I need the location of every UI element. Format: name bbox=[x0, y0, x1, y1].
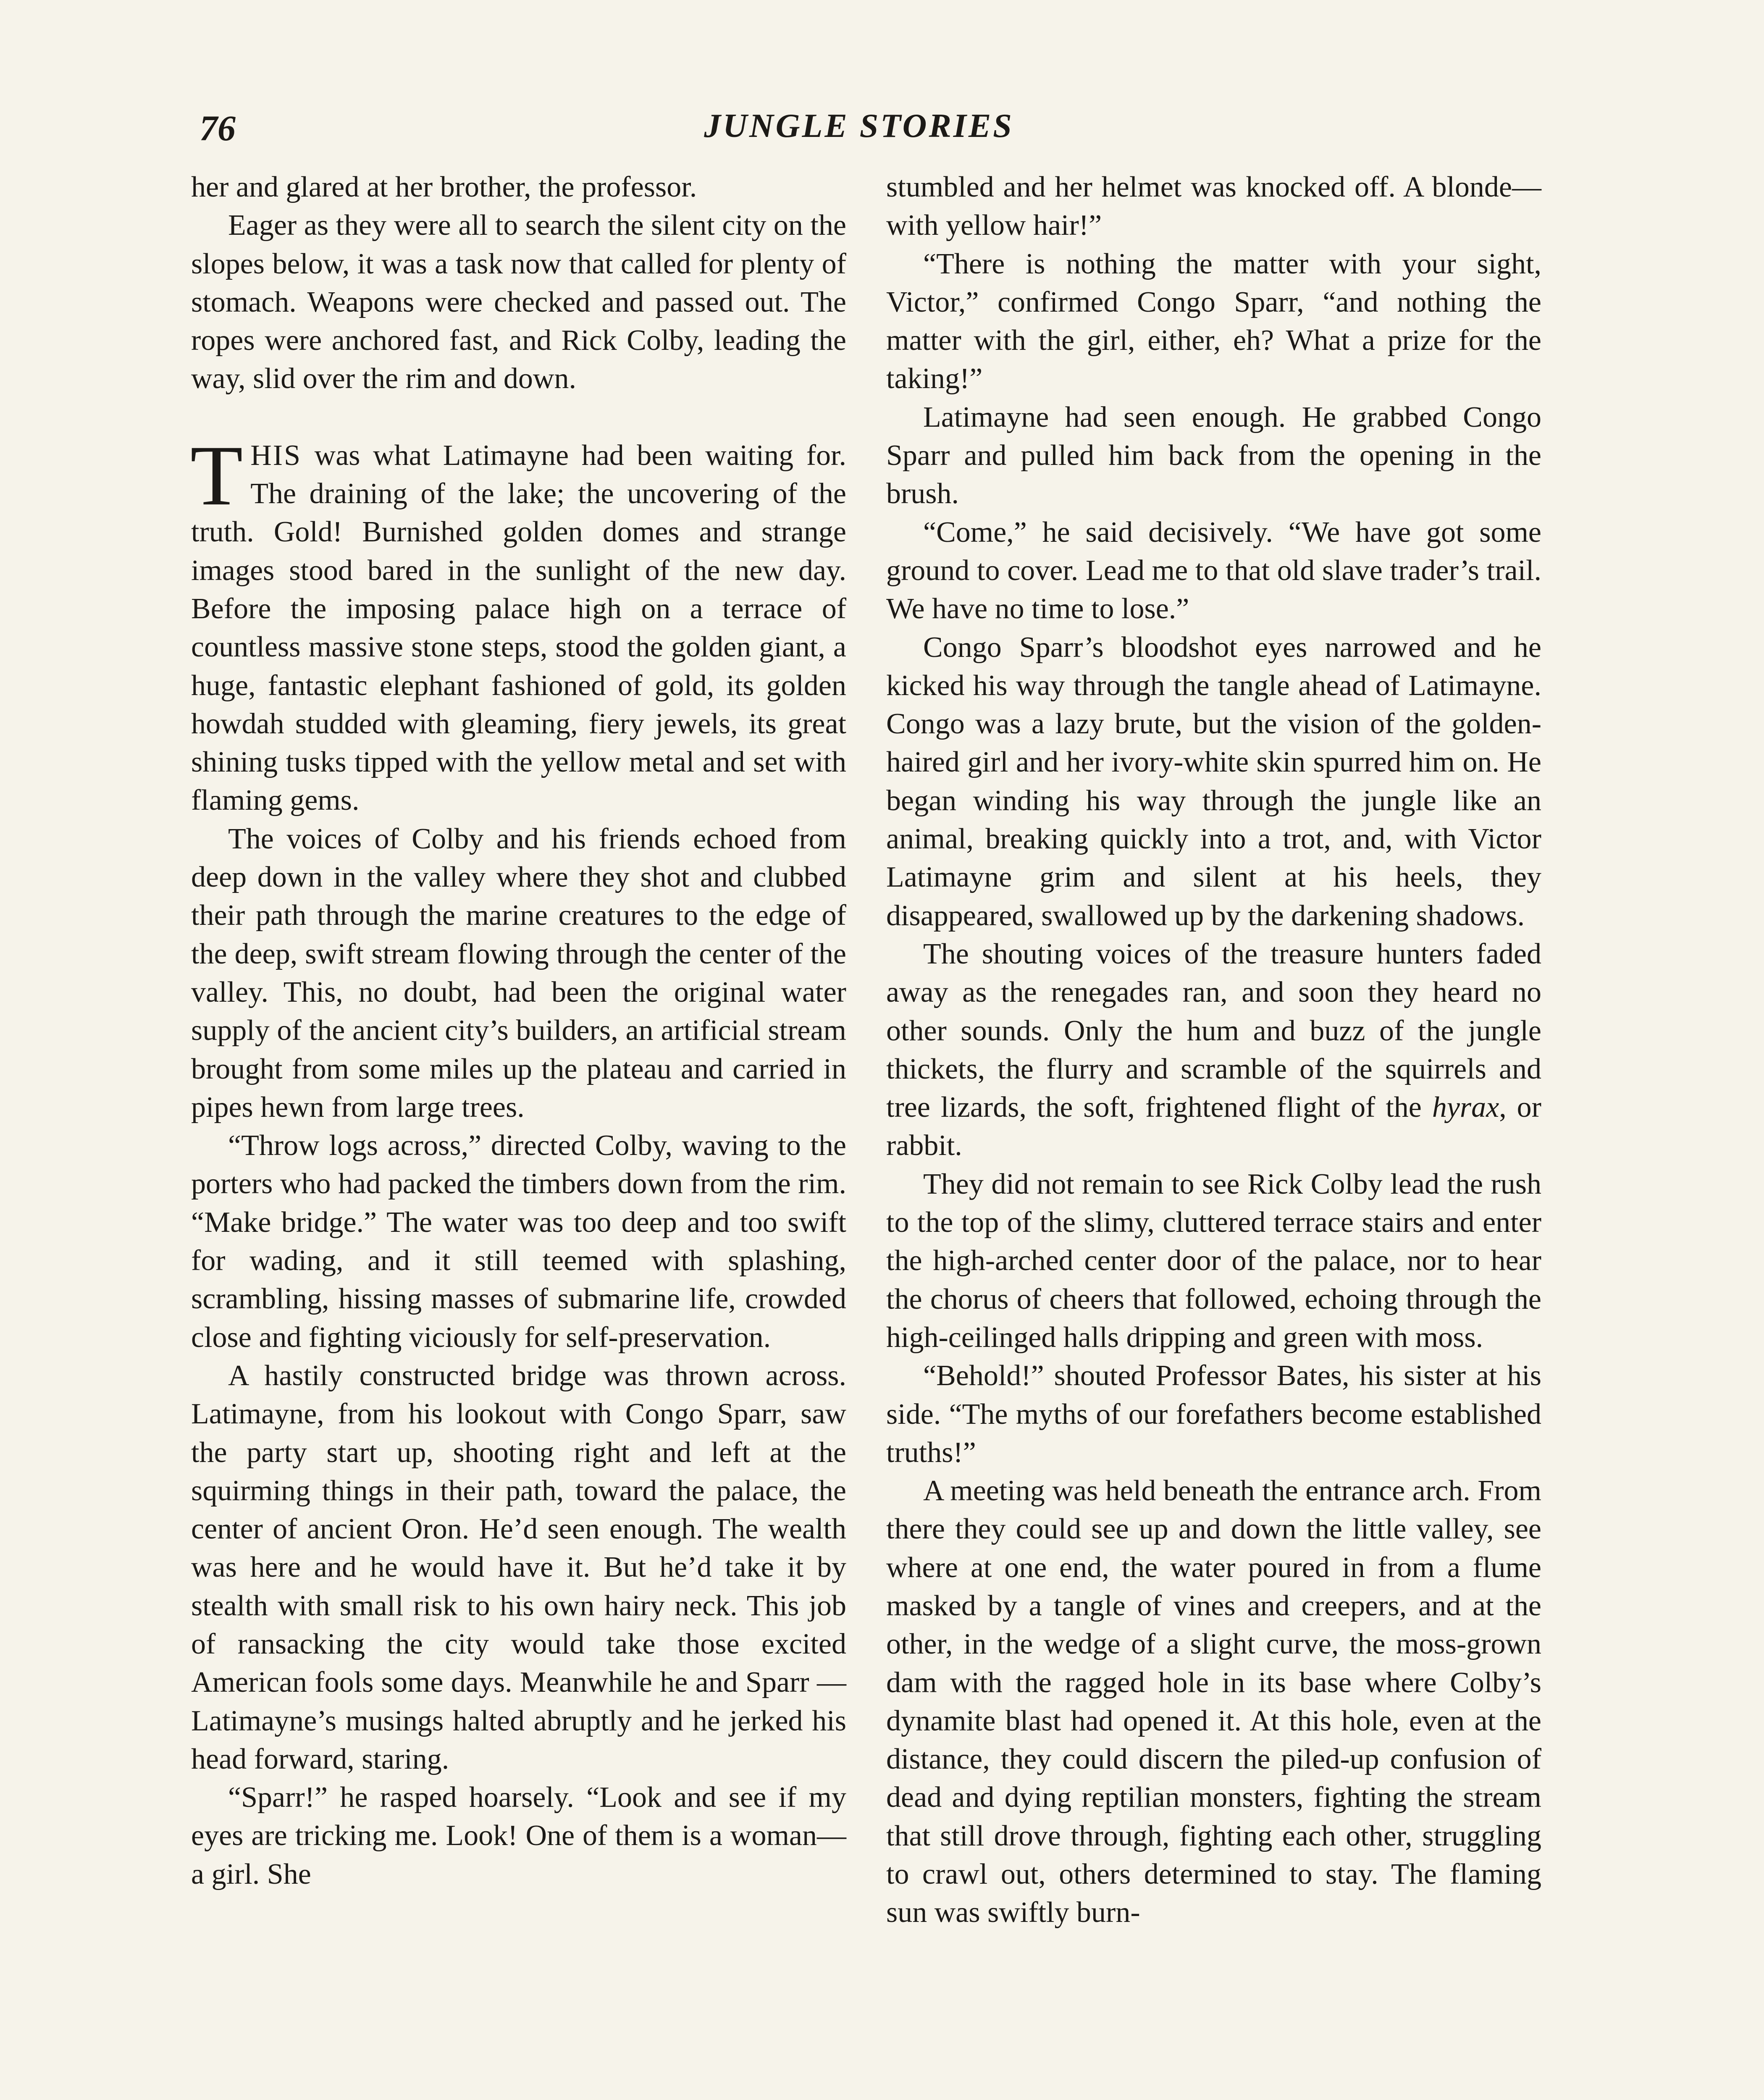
paragraph: The voices of Colby and his friends echoed from deep down in the valley where they shot and clubbed their path through the marine creatures to the edge of the deep, swift stream flowing through the center of the valley. This, no doubt, had been the original water supply of the ancient city’s builders, an artificial stream brought from some miles up the plateau and carried in pipes hewn from large trees. bbox=[191, 822, 846, 1124]
drop-cap: T bbox=[190, 428, 243, 523]
paragraph: Latimayne had seen enough. He grabbed Congo Sparr and pulled him back from the opening in the brush. bbox=[886, 401, 1541, 510]
paragraph-text: was what Latimayne had been waiting for. The draining of the lake; the uncovering of the truth. Gold! Burnished golden domes and strange images stood bared in the sunlight of the new day. Before the imposing palace high on a terrace of countless massive stone steps, stood the golden giant, a huge, fantastic elephant fashioned of gold, its golden howdah studded with gleaming, fiery jewels, its great shining tusks tipped with the yellow metal and set with flaming gems. bbox=[191, 439, 846, 817]
lead-in-caps: HIS bbox=[250, 439, 302, 472]
text-column-left bbox=[191, 168, 846, 1893]
paragraph: her and glared at her brother, the professor. bbox=[191, 171, 697, 203]
paragraph: Eager as they were all to search the silent city on the slopes below, it was a task now that called for plenty of stomach. Weapons were checked and passed out. The ropes were anchored fast, and Rick Colby, leading the way, slid over the rim and down. bbox=[191, 209, 846, 395]
page-header bbox=[172, 107, 1546, 166]
paragraph: “There is nothing the matter with your sight, Victor,” confirmed Congo Sparr, “and nothing the matter with the girl, either, eh? What a prize for the taking!” bbox=[886, 247, 1541, 395]
italic-term: hyrax bbox=[1432, 1091, 1499, 1124]
paragraph: “Sparr!” he rasped hoarsely. “Look and see if my eyes are tricking me. Look! One of them is a woman—a girl. She bbox=[191, 1781, 846, 1890]
running-title: JUNGLE STORIES bbox=[704, 108, 1014, 144]
text-column-right bbox=[886, 168, 1541, 1932]
paragraph: A meeting was held beneath the entrance arch. From there they could see up and down the little valley, see where at one end, the water poured in from a flume masked by a tangle of vines and creepers, and at the other, in the wedge of a slight curve, the moss-grown dam with the ragged hole in its base where Colby’s dynamite blast had opened it. At this hole, even at the distance, they could discern the piled-up confusion of dead and dying reptilian monsters, fighting the stream that still drove through, fighting each other, struggling to crawl out, others determined to stay. The flaming sun was swiftly burn- bbox=[886, 1475, 1541, 1929]
paragraph: A hastily constructed bridge was thrown across. Latimayne, from his lookout with Congo Sparr, saw the party start up, shooting right and left at the squirming things in their path, toward the palace, the center of ancient Oron. He’d seen enough. The wealth was here and he would have it. But he’d take it by stealth with small risk to his own hairy neck. This job of ransacking the city would take those excited American fools some days. Meanwhile he and Sparr —Latimayne’s musings halted abruptly and he jerked his head forward, staring. bbox=[191, 1359, 846, 1775]
paragraph: They did not remain to see Rick Colby lead the rush to the top of the slimy, cluttered terrace stairs and enter the high-arched center door of the palace, nor to hear the chorus of cheers that followed, echoing through the high-ceilinged halls dripping and green with moss. bbox=[886, 1168, 1541, 1354]
paragraph-text: , or rabbit. bbox=[886, 1091, 1541, 1162]
paragraph: “Come,” he said decisively. “We have got some ground to cover. Lead me to that old slave trader’s trail. We have no time to lose.” bbox=[886, 516, 1541, 625]
section-opening-paragraph bbox=[190, 428, 846, 820]
paragraph: “Throw logs across,” directed Colby, waving to the porters who had packed the timbers down from the rim. “Make bridge.” The water was too deep and too swift for wading, and it still teemed with splashing, scrambling, hissing masses of submarine life, crowded close and fighting viciously for self-preservation. bbox=[191, 1129, 846, 1354]
paragraph-text: The shouting voices of the treasure hunters faded away as the renegades ran, and soon they heard no other sounds. Only the hum and buzz of the jungle thickets, the flurry and scramble of the squirrels and tree lizards, the soft, frightened flight of the bbox=[886, 937, 1541, 1124]
paragraph bbox=[886, 935, 1541, 1165]
paragraph: “Behold!” shouted Professor Bates, his sister at his side. “The myths of our forefathers become established truths!” bbox=[886, 1360, 1541, 1469]
paragraph: Congo Sparr’s bloodshot eyes narrowed and he kicked his way through the tangle ahead of Latimayne. Congo was a lazy brute, but the vision of the golden-haired girl and her ivory-white skin spurred him on. He began winding his way through the jungle like an animal, breaking quickly into a trot, and, with Victor Latimayne grim and silent at his heels, they disappeared, swallowed up by the darkening shadows. bbox=[886, 631, 1541, 932]
paragraph: stumbled and her helmet was knocked off. A blonde—with yellow hair!” bbox=[886, 171, 1541, 242]
page-number: 76 bbox=[200, 108, 236, 148]
